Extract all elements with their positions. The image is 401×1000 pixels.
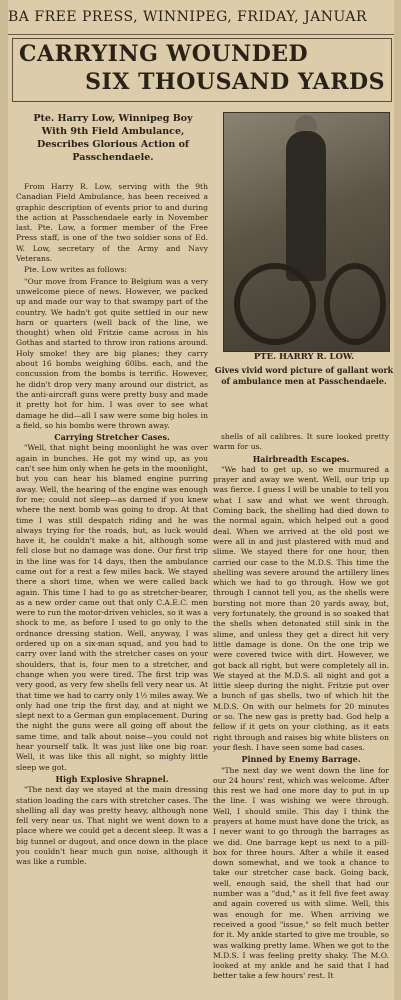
newspaper-clipping [8, 0, 394, 1000]
subheading: Pinned by Enemy Barrage. [241, 754, 361, 765]
soldier-photo [223, 112, 390, 352]
photo-caption-text: Gives vivid word picture of gallant work of ambulance men at Passchendaele. [214, 365, 394, 386]
paragraph: "Well, that night being moonlight he was over again in bunches. He got my wind up, as you can't see him only when he gets in the moonlight, but you can hear his blamed engine purring away. Well, the hearing of the engine was enough for me; could not sleep—as darned if you knew where the next bomb was going to drop. At that time I was still despatch riding and he was always trying for the roads, but, as luck would have it, he couldn't make a hit, although some fell close but no damage was done. Our first trip in the line was for 14 days, then the ambulance came out for a rest a few miles back. We stayed there a short time, when we were called back again. This time I had to go as stretcher-bearer, as a new order came out that only C.A.E.C. men were to run the motor-driven vehicles, so it was a shock to me, as before I used to go only to the ordnance dressing station. Well, anyway, I was ordered up on a six-man squad, and you had to carry over land with the stretcher cases on your shoulders, that is, four men to a stretcher, and change when you were tired. The first trip was very good, as very few shells fell very near us. At that time we had to carry only 1½ miles away. We only had one trip the first day, and at night we slept next to a German gun emplacement. During the night the guns were all going off about the same time, and talk about noise—you could not hear yourself talk. It was just like one big roar. Well, it was like this all night, so mighty little sleep we got. [16, 443, 208, 772]
photo-caption-name: PTE. HARRY R. LOW. [253, 352, 355, 362]
masthead: BA FREE PRESS, WINNIPEG, FRIDAY, JANUAR [8, 0, 394, 35]
paragraph: "Our move from France to Belgium was a very unwelcome piece of news. However, we packed up and made our way to that swampy part of the country. We hadn't got quite settled in our new barn or quarters (well back of the line, we thought) when old Fritzie came across in his Gothas and started to throw iron rations around. Holy smoke! they are big planes; they carry about 16 bombs weighing 60lbs. each, and the concussion from the bombs is terrific. However, he didn't drop very many around our district, as the anti-aircraft guns were pretty busy and made it pretty hot for him. I was over to see what damage he did—all I saw were some big holes in a field, so his bombs were thrown away. [16, 276, 208, 430]
subheading: Hairbreadth Escapes. [252, 453, 350, 464]
paragraph: From Harry R. Low, serving with the 9th Canadian Field Ambulance, has been received a graphic description of events prior to and during the action at Passchendaele early in November last. Pte. Low, a former member of the Free Press staff, is one of the two soldier sons of Ed. W. Low, secretary of the Army and Navy Veterans. [16, 182, 208, 264]
left-column [16, 182, 208, 869]
headline-line-2: SIX THOUSAND YARDS [85, 69, 385, 95]
paragraph: "We had to get up, so we murmured a prayer and away we went. Well, our trip up was fierce. I guess I will be unable to tell you what I saw and what we went through. Coming back, the shelling had died down to the normal again, which helped out a good deal. When we arrived at the old post we were all in and just plastered with mud and slime. We stayed there for one hour, then carried our case to the M.D.S. This time the shelling was severe around the artillery lines which we had to go through. How we got through I cannot tell you, as the shells were bursting not more than 20 yards away, but, very fortunately, the ground is so soaked that the shells when detonated still sink in the slime, and unless they get a direct hit very little damage is done. On the one trip we were covered twice with dirt. However, we got back all right, but were completely all in. We stayed at the M.D.S. all night and got a little sleep during the night. Fritzie put over a bunch of gas shells, two of which hit the M.D.S. On with our helmets for 20 minutes or so. The new gas is pretty bad. God help a fellow if it gets on your clothing, as it eats right through and raises big white blisters on your flesh. I have seen some bad cases. [213, 464, 389, 752]
article-deck: Pte. Harry Low, Winnipeg Boy With 9th Field Ambulance, Describes Glorious Action of Passchendaele. [33, 113, 193, 163]
photo-front-wheel-shape [234, 263, 316, 345]
photo-figure-shape [286, 131, 326, 281]
subheading: High Explosive Shrapnel. [55, 773, 169, 784]
paragraph: "The next day we stayed at the main dressing station loading the cars with stretcher cases. The shelling all day was pretty heavy, although none fell very near us. That night we went down to a place where we could get a decent sleep. It was a big tunnel or dugout, and once down in the place you couldn't hear much gun noise, although it was like a rumble. [16, 785, 208, 867]
photo-caption [213, 352, 394, 387]
subheading: Carrying Stretcher Cases. [54, 432, 170, 443]
photo-rear-wheel-shape [324, 263, 386, 345]
paragraph: Pte. Low writes as follows: [24, 265, 128, 275]
headline-box [12, 38, 392, 102]
right-column [213, 432, 389, 983]
headline-line-1: CARRYING WOUNDED [19, 41, 309, 67]
paragraph: "The next day we went down the line for our 24 hours' rest, which was welcome. After this rest we had one more day to put in up the line. I was wishing we were through. Well, I should smile. This day I think the prayers at home must have done the trick, as I never want to go through the barrages as we did. One barrage kept us next to a pill-box for three hours. After a while it eased down somewhat, and we took a chance to take our stretcher case back. Going back, well, enough said, the shell that had our number was a "dud," as it fell five feet away and again covered us with slime. Well, this was enough for me. When arriving we received a good "issue," so felt much better for it. My ankle started to give me trouble, so was walking pretty lame. When we got to the M.D.S. I was feeling pretty shaky. The M.O. looked at my ankle and he said that I had better take a few hours' rest. It [213, 765, 389, 981]
paragraph: shells of all calibres. It sure looked pretty warm for us. [213, 432, 389, 452]
